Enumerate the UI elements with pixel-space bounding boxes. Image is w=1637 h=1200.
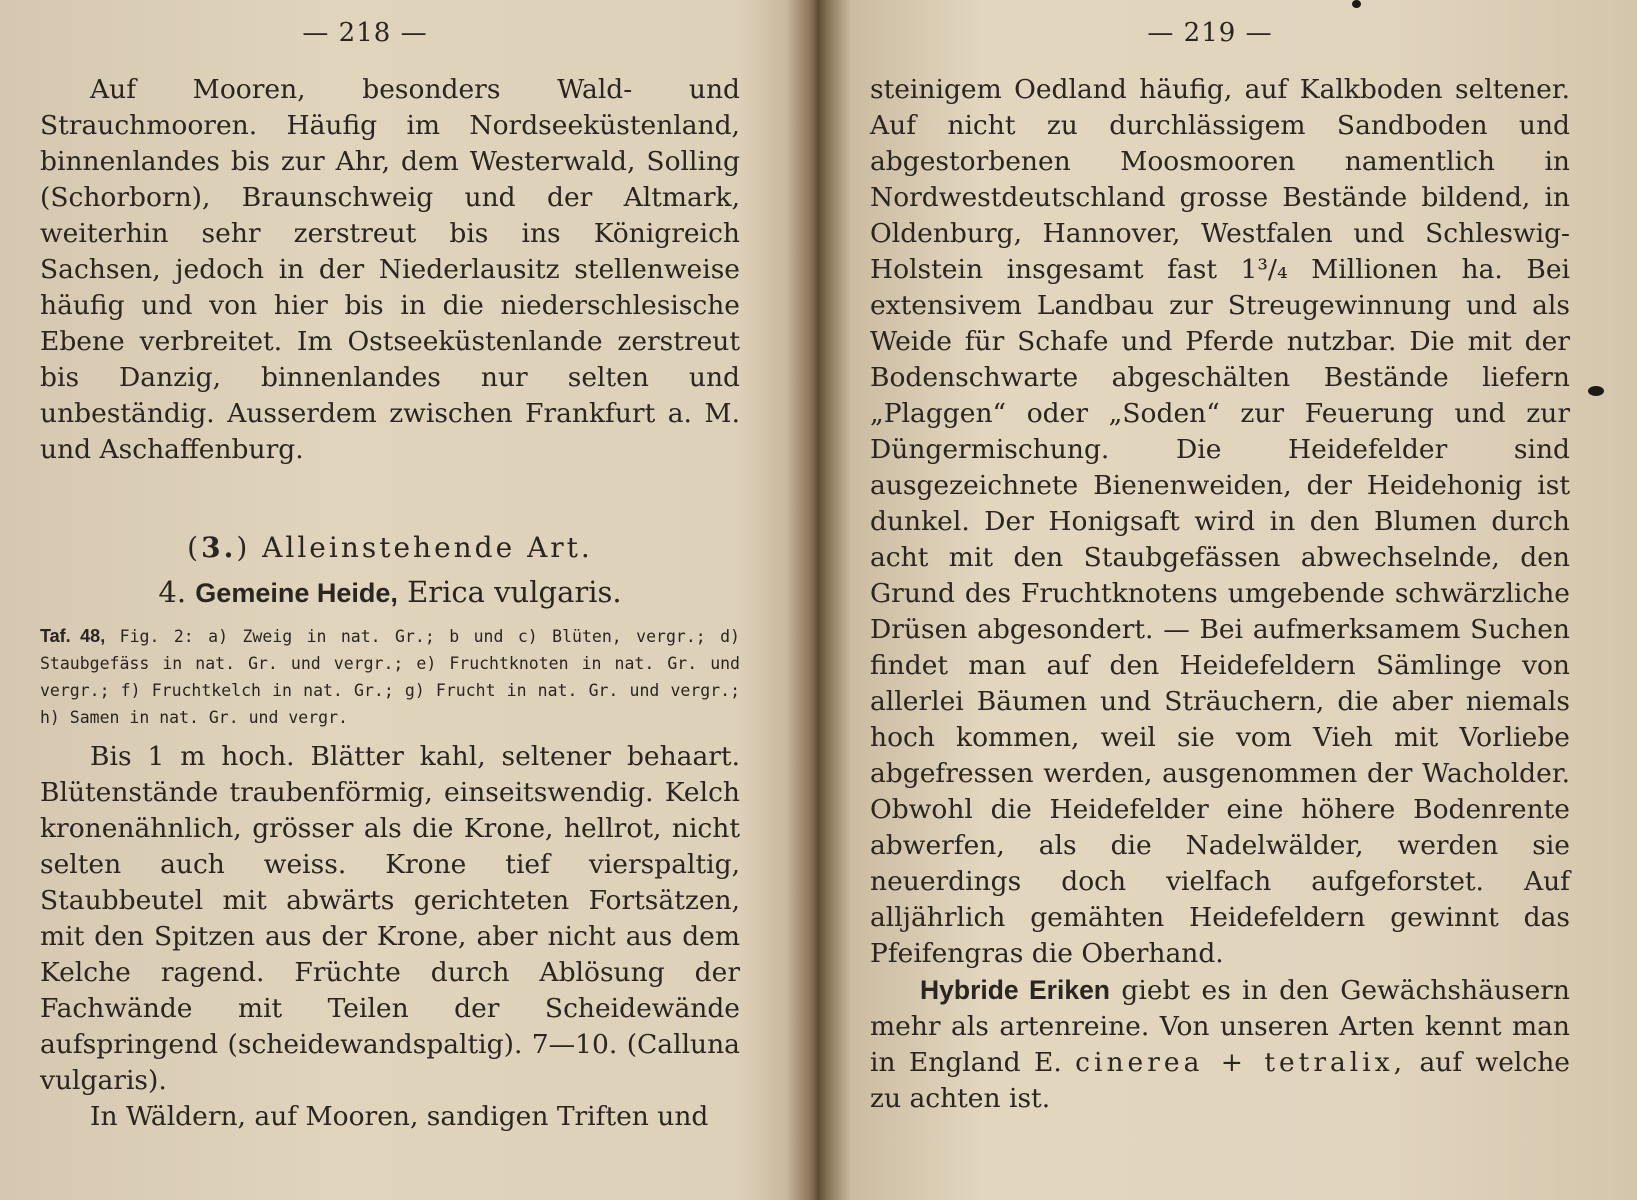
- left-page-body: [40, 72, 740, 1135]
- distribution-paragraph: Auf Mooren, besonders Wald- und Strauchmooren. Häufig im Nordseeküstenland, binnenlandes bis zur Ahr, dem Westerwald, Solling (Schorborn), Braunschweig und der Altmark, weiterhin sehr zerstreut bis ins Königreich Sachsen, jedoch in der Niederlausitz stellenweise häufig und von hier bis in die niederschlesische Ebene verbreitet. Im Ostseeküstenlande zerstreut bis Danzig, binnenlandes nur selten und unbeständig. Ausserdem zwischen Frankfurt a. M. und Aschaffenburg.: [40, 74, 740, 465]
- species-common-name: Gemeine Heide,: [195, 578, 398, 608]
- ink-spot: [1352, 0, 1361, 8]
- section-heading: (3.) Alleinstehende Art.: [187, 531, 593, 564]
- plate-description: Fig. 2: a) Zweig in nat. Gr.; b und c) Blüten, vergr.; d) Staubgefäss in nat. Gr. und vergr.; e) Fruchtknoten in nat. Gr. und vergr.; f) Fruchtkelch in nat. Gr.; g) Frucht in nat. Gr. und vergr.; h) Samen in nat. Gr. und vergr.: [40, 627, 740, 727]
- left-page: [40, 0, 740, 1200]
- species-number: 4.: [158, 575, 187, 609]
- section-title: Alleinstehende Art.: [262, 531, 593, 564]
- hybrid-label: Hybride Eriken: [920, 975, 1110, 1005]
- habitat-paragraph: In Wäldern, auf Mooren, sandigen Triften und: [90, 1101, 709, 1132]
- ink-spot: [1588, 386, 1604, 396]
- section-number: 3.: [201, 531, 237, 564]
- species-latin-name: Erica vulgaris.: [407, 575, 622, 609]
- page-number: — 218 —: [302, 18, 428, 48]
- description-paragraph: Bis 1 m hoch. Blätter kahl, seltener behaart. Blütenstände traubenförmig, einseitswendig. Kelch kronenähnlich, grösser als die Krone, hellrot, nicht selten auch weiss. Krone tief vierspaltig, Staubbeutel mit abwärts gerichteten Fortsätzen, mit den Spitzen aus der Krone, aber nicht aus dem Kelche ragend. Früchte durch Ablösung der Fachwände mit Teilen der Scheidewände aufspringend (scheidewandspaltig). 7—10. (Calluna vulgaris).: [40, 741, 740, 1096]
- page-number: — 219 —: [1147, 18, 1273, 48]
- right-page-body: [870, 72, 1570, 1117]
- hybrid-text-1: giebt es in den Gewächshäusern mehr als artenreine. Von unseren Arten kennt man in England E.: [870, 975, 1570, 1078]
- hybrid-text-2: auf welche zu achten ist.: [870, 1047, 1570, 1114]
- habitat-continuation-paragraph: steinigem Oedland häufig, auf Kalkboden seltener. Auf nicht zu durchlässigem Sandboden und abgestorbenen Moosmooren namentlich in Nordwestdeutschland grosse Bestände bildend, in Oldenburg, Hannover, Westfalen und Schleswig-Holstein insgesamt fast 1³/₄ Millionen ha. Bei extensivem Landbau zur Streugewinnung und als Weide für Schafe und Pferde nutzbar. Die mit der Bodenschwarte abgeschälten Bestände liefern „Plaggen“ oder „Soden“ zur Feuerung und zur Düngermischung. Die Heidefelder sind ausgezeichnete Bienenweiden, der Heidehonig ist dunkel. Der Honigsaft wird in den Blumen durch acht mit den Staubgefässen abwechselnde, den Grund des Fruchtknotens umgebende schwärzliche Drüsen abgesondert. — Bei aufmerksamem Suchen findet man auf den Heidefeldern Sämlinge von allerlei Bäumen und Sträuchern, die aber niemals hoch kommen, weil sie vom Vieh mit Vorliebe abgefressen werden, ausgenommen der Wacholder. Obwohl die Heidefelder eine höhere Bodenrente abwerfen, als die Nadelwälder, werden sie neuerdings doch vielfach aufgeforstet. Auf alljährlich gemähten Heidefeldern gewinnt das Pfeifengras die Oberhand.: [870, 74, 1570, 969]
- right-page: [870, 0, 1570, 1200]
- hybrid-species: cinerea + tetralix,: [1075, 1047, 1407, 1078]
- plate-reference: [40, 623, 740, 731]
- species-title: [40, 570, 740, 615]
- hybrid-paragraph: [870, 972, 1570, 1117]
- plate-label: Taf. 48,: [40, 626, 106, 646]
